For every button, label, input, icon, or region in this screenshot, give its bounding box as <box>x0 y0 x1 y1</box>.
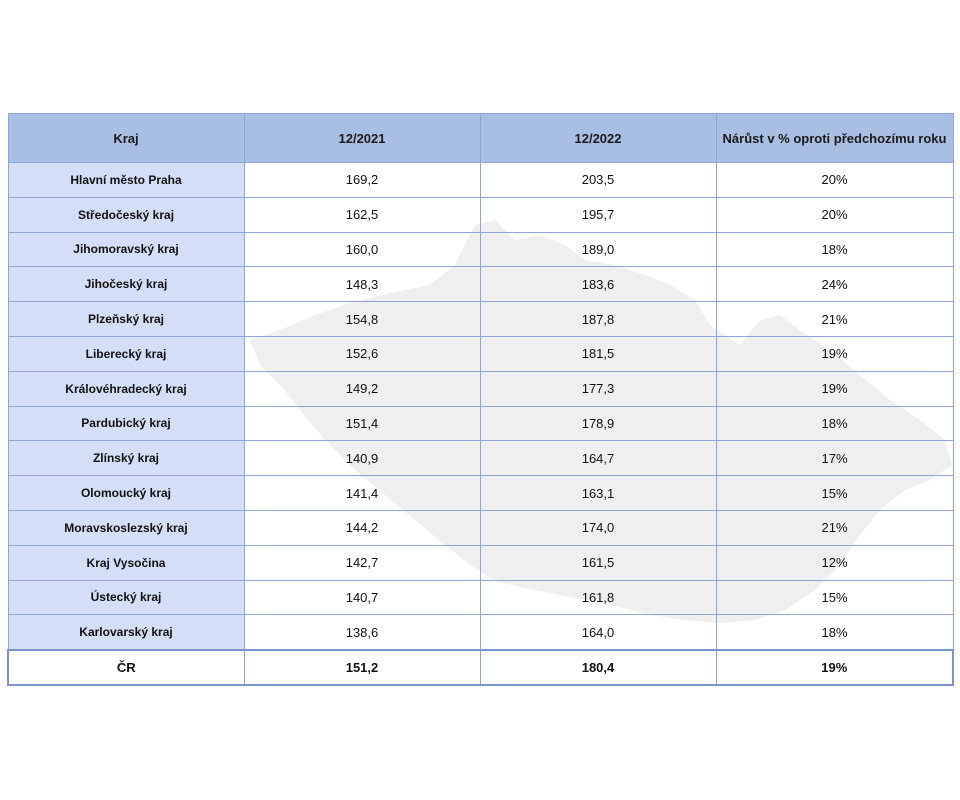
wage-table-container <box>7 113 952 686</box>
region-cell: Plzeňský kraj <box>8 302 244 337</box>
growth-cell: 20% <box>716 197 953 232</box>
region-cell: Olomoucký kraj <box>8 476 244 511</box>
region-cell: Středočeský kraj <box>8 197 244 232</box>
table-row <box>8 580 953 615</box>
value-2022-cell: 161,8 <box>480 580 716 615</box>
growth-cell: 18% <box>716 615 953 650</box>
table-row <box>8 441 953 476</box>
region-cell: Zlínský kraj <box>8 441 244 476</box>
growth-cell: 20% <box>716 163 953 198</box>
value-2022-cell: 163,1 <box>480 476 716 511</box>
growth-cell: 21% <box>716 510 953 545</box>
growth-cell: 15% <box>716 476 953 511</box>
value-2021-cell: 148,3 <box>244 267 480 302</box>
header-2022: 12/2022 <box>480 114 716 163</box>
total-growth-cell: 19% <box>716 650 953 685</box>
value-2021-cell: 140,7 <box>244 580 480 615</box>
value-2021-cell: 144,2 <box>244 510 480 545</box>
table-row <box>8 545 953 580</box>
header-row <box>8 114 953 163</box>
region-cell: Moravskoslezský kraj <box>8 510 244 545</box>
growth-cell: 18% <box>716 406 953 441</box>
region-cell: Jihomoravský kraj <box>8 232 244 267</box>
value-2021-cell: 151,4 <box>244 406 480 441</box>
value-2021-cell: 138,6 <box>244 615 480 650</box>
value-2021-cell: 140,9 <box>244 441 480 476</box>
total-2021-cell: 151,2 <box>244 650 480 685</box>
wage-table <box>7 113 954 686</box>
growth-cell: 19% <box>716 371 953 406</box>
value-2021-cell: 149,2 <box>244 371 480 406</box>
table-row <box>8 371 953 406</box>
value-2022-cell: 195,7 <box>480 197 716 232</box>
value-2022-cell: 174,0 <box>480 510 716 545</box>
table-row <box>8 476 953 511</box>
total-2022-cell: 180,4 <box>480 650 716 685</box>
header-kraj: Kraj <box>8 114 244 163</box>
table-row <box>8 406 953 441</box>
region-cell: Hlavní město Praha <box>8 163 244 198</box>
value-2022-cell: 203,5 <box>480 163 716 198</box>
region-cell: Jihočeský kraj <box>8 267 244 302</box>
value-2021-cell: 141,4 <box>244 476 480 511</box>
region-cell: Ústecký kraj <box>8 580 244 615</box>
value-2022-cell: 164,0 <box>480 615 716 650</box>
region-cell: Kraj Vysočina <box>8 545 244 580</box>
value-2022-cell: 183,6 <box>480 267 716 302</box>
growth-cell: 21% <box>716 302 953 337</box>
value-2022-cell: 177,3 <box>480 371 716 406</box>
value-2022-cell: 161,5 <box>480 545 716 580</box>
table-row <box>8 302 953 337</box>
table-row <box>8 197 953 232</box>
value-2021-cell: 162,5 <box>244 197 480 232</box>
growth-cell: 17% <box>716 441 953 476</box>
growth-cell: 19% <box>716 336 953 371</box>
growth-cell: 24% <box>716 267 953 302</box>
value-2021-cell: 154,8 <box>244 302 480 337</box>
value-2022-cell: 181,5 <box>480 336 716 371</box>
value-2021-cell: 160,0 <box>244 232 480 267</box>
value-2022-cell: 187,8 <box>480 302 716 337</box>
total-row <box>8 650 953 685</box>
region-cell: Karlovarský kraj <box>8 615 244 650</box>
growth-cell: 18% <box>716 232 953 267</box>
value-2021-cell: 169,2 <box>244 163 480 198</box>
value-2022-cell: 178,9 <box>480 406 716 441</box>
table-row <box>8 510 953 545</box>
growth-cell: 12% <box>716 545 953 580</box>
table-row <box>8 615 953 650</box>
header-growth: Nárůst v % oproti předchozímu roku <box>716 114 953 163</box>
table-row <box>8 267 953 302</box>
value-2021-cell: 152,6 <box>244 336 480 371</box>
region-cell: Pardubický kraj <box>8 406 244 441</box>
region-cell: Liberecký kraj <box>8 336 244 371</box>
value-2021-cell: 142,7 <box>244 545 480 580</box>
value-2022-cell: 189,0 <box>480 232 716 267</box>
growth-cell: 15% <box>716 580 953 615</box>
table-row <box>8 336 953 371</box>
value-2022-cell: 164,7 <box>480 441 716 476</box>
region-cell: Královéhradecký kraj <box>8 371 244 406</box>
table-row <box>8 232 953 267</box>
table-row <box>8 163 953 198</box>
header-2021: 12/2021 <box>244 114 480 163</box>
total-label-cell: ČR <box>8 650 244 685</box>
